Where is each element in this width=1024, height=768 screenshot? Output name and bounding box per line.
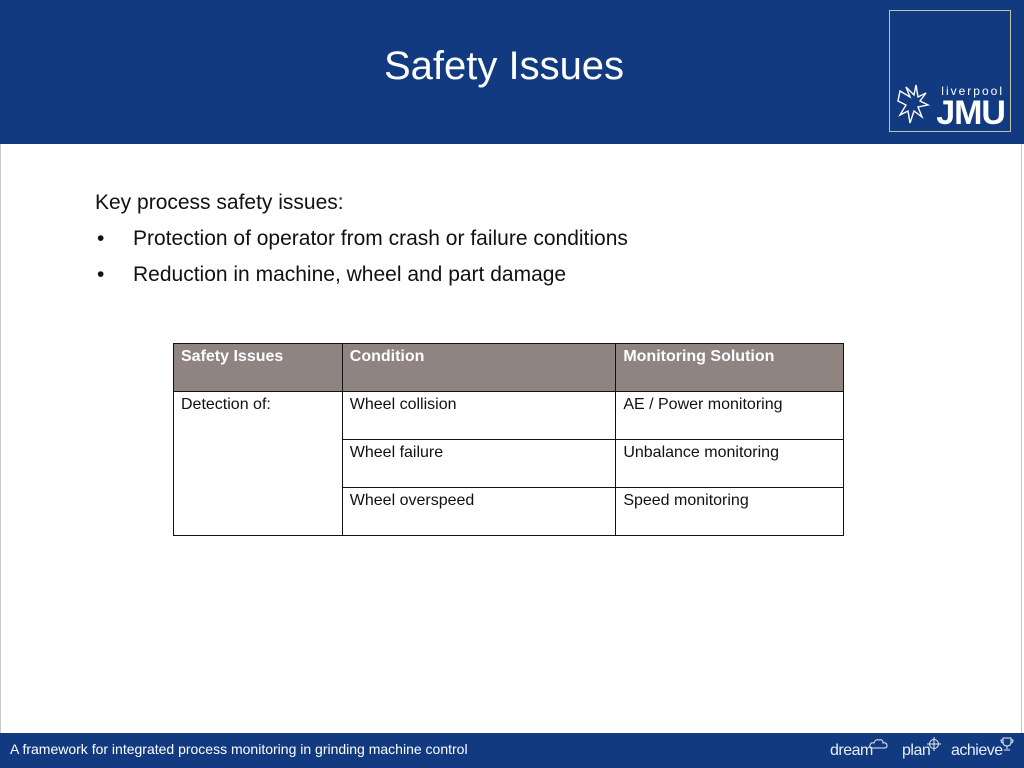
slide-header xyxy=(0,0,1024,144)
safety-issues-table xyxy=(173,343,844,536)
logo-text-liverpool: liverpool xyxy=(941,84,1004,98)
tagline-dream: dream xyxy=(830,742,873,759)
column-header: Condition xyxy=(342,344,616,392)
bullet-glyph: • xyxy=(97,263,105,286)
column-header: Safety Issues xyxy=(174,344,343,392)
logo-text-jmu: JMU xyxy=(936,94,1005,132)
table-header-row xyxy=(174,344,844,392)
column-header: Monitoring Solution xyxy=(616,344,844,392)
slide-title: Safety Issues xyxy=(383,44,625,88)
solution-cell: Unbalance monitoring xyxy=(616,440,844,488)
condition-cell: Wheel failure xyxy=(342,440,616,488)
tagline-achieve: achieve xyxy=(951,742,1003,759)
slide-footer xyxy=(0,733,1024,768)
bullet-glyph: • xyxy=(97,227,105,250)
group-label-cell: Detection of: xyxy=(174,392,343,536)
liver-bird-icon xyxy=(896,83,932,127)
bullet-item xyxy=(95,260,628,290)
trophy-icon xyxy=(1000,737,1014,751)
condition-cell: Wheel collision xyxy=(342,392,616,440)
intro-text: Key process safety issues: xyxy=(95,191,344,214)
condition-cell: Wheel overspeed xyxy=(342,488,616,536)
cloud-icon xyxy=(869,738,889,750)
crosshair-icon xyxy=(927,737,941,751)
bullet-item xyxy=(95,224,628,254)
bullet-list xyxy=(95,224,628,290)
ljmu-logo xyxy=(889,10,1011,132)
solution-cell: AE / Power monitoring xyxy=(616,392,844,440)
footer-text: A framework for integrated process monitoring in grinding machine control xyxy=(10,741,468,757)
bullet-text: Reduction in machine, wheel and part damage xyxy=(133,263,567,286)
tagline-plan: plan xyxy=(902,742,931,759)
slide-content xyxy=(95,188,628,296)
bullet-text: Protection of operator from crash or failure conditions xyxy=(133,227,628,250)
table-row xyxy=(174,392,844,440)
solution-cell: Speed monitoring xyxy=(616,488,844,536)
